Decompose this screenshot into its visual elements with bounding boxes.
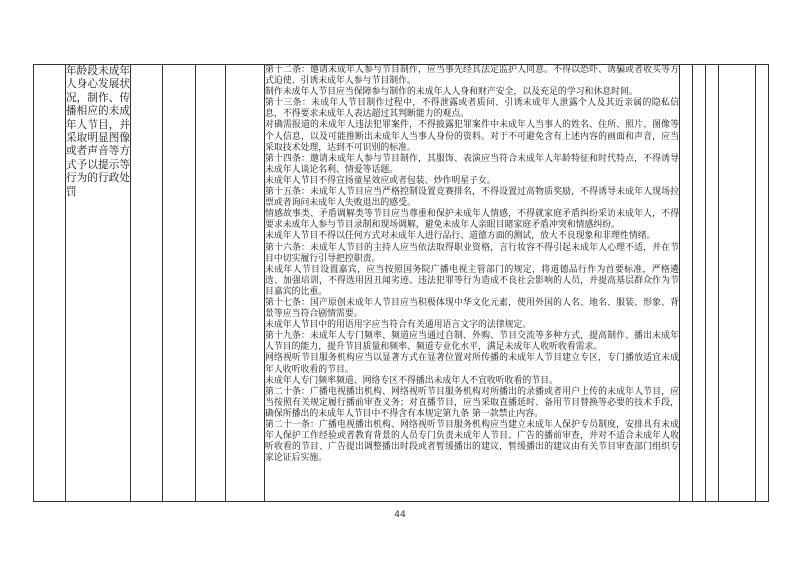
regulation-table (33, 64, 769, 502)
table-cell-empty-6 (226, 65, 265, 502)
table-cell-empty-5 (196, 65, 226, 502)
table-cell-empty-4 (163, 65, 196, 502)
table-cell-reason (66, 65, 131, 502)
penalty-reason-text: 年龄段未成年人身心发展状况，制作、传播相应的未成年人节目，并采取明显图像或者声音等方式予以提示等行为的行政处罚 (66, 65, 130, 198)
legal-paragraph: 情感故事类、矛盾调解类等节目应当尊重和保护未成年人情感，不得就家庭矛盾纠纷采访未成年人，不得要求未成年人参与节目录制和现场调解，避免未成年人亲眼目睹家庭矛盾冲突和情感纠纷。 (265, 209, 679, 231)
legal-paragraph: 网络视听节目服务机构应当以显著方式在显著位置对所传播的未成年人节目建立专区，专门播放适宜未成年人收听收看的节目。 (265, 353, 679, 375)
legal-paragraph: 未成年人专门频率频道、网络专区不得播出未成年人不宜收听收看的节目。 (265, 375, 558, 386)
legal-paragraph: 对确需报道的未成年人违法犯罪案件，不得披露犯罪案件中未成年人当事人的姓名、住所、照片、图像等个人信息，以及可能推断出未成年人当事人身份的资料。对于不可避免含有上述内容的画面和声音，应当采取技术处理，达到不可识别的标准。 (265, 120, 679, 153)
legal-paragraph: 第十二条：邀请未成年人参与节目制作，应当事先经其法定监护人同意。不得以恐吓、诱骗或者收买等方式迫使、引诱未成年人参与节目制作。 (265, 65, 679, 87)
legal-paragraph: 第十七条：国产原创未成年人节目应当积极体现中华文化元素，使用外国的人名、地名、服装、形象、背景等应当符合剧情需要。 (265, 297, 679, 320)
legal-paragraph: 第十九条：未成年人专门频率、频道应当通过自制、外购、节目交流等多种方式，提高制作、播出未成年人节目的能力，提升节目质量和频率、频道专业化水平，满足未成年人收听收看需求。 (265, 331, 679, 353)
table-cell-empty-10 (706, 65, 719, 502)
table-cell-empty-11 (719, 65, 756, 502)
table-cell-index (34, 65, 66, 502)
table-cell-empty-12 (756, 65, 769, 502)
legal-paragraph: 第十四条：邀请未成年人参与节目制作，其服饰、表演应当符合未成年人年龄特征和时代特点，不得诱导未成年人谈论名利、情爱等话题。 (265, 153, 679, 175)
legal-paragraph: 第十六条：未成年人节目的主持人应当依法取得职业资格，言行妆容不得引起未成年人心理不适，并在节目中切实履行引导把控职责。 (265, 242, 679, 264)
table-row (34, 65, 769, 502)
table-cell-legal-basis (265, 65, 680, 502)
legal-paragraph: 未成年人节目设置嘉宾，应当按照国务院广播电视主管部门的规定，将道德品行作为首要标准，严格遴选、加强培训，不得选用因丑闻劣迹、违法犯罪等行为造成不良社会影响的人员，并提高基层群众作为节目嘉宾的比重。 (265, 264, 679, 297)
legal-paragraph: 制作未成年人节目应当保障参与制作的未成年人人身和财产安全，以及充足的学习和休息时间。 (265, 87, 638, 98)
table-cell-empty-9 (693, 65, 706, 502)
legal-paragraph: 未成年人节目不得以任何方式对未成年人进行品行、道德方面的测试，放大不良现象和非理性情绪。 (265, 231, 656, 242)
page-number: 44 (394, 510, 406, 520)
legal-paragraph: 第二十一条：广播电视播出机构、网络视听节目服务机构应当建立未成年人保护专员制度，安排具有未成年人保护工作经验或者教育背景的人员专门负责未成年人节目、广告的播前审查，并对不适合未成年人收听收看的节目、广告提出调整播出时段或者暂缓播出的建议，暂缓播出的建议由有关节目审查部门组织专家论证后实施。 (265, 420, 679, 464)
legal-paragraph: 第十五条：未成年人节目应当严格控制设置竞赛排名，不得设置过高物质奖励，不得诱导未成年人现场拉票或者询问未成年人失败退出的感受。 (265, 187, 679, 209)
table-cell-empty-3 (131, 65, 163, 502)
legal-paragraph: 未成年人节目中的用语用字应当符合有关通用语言文字的法律规定。 (265, 320, 532, 331)
table-cell-empty-8 (680, 65, 693, 502)
legal-paragraph: 第十三条：未成年人节目制作过程中，不得泄露或者质问、引诱未成年人泄露个人及其近亲属的隐私信息，不得要求未成年人表达超过其判断能力的观点。 (265, 98, 679, 120)
legal-paragraph: 第二十条：广播电视播出机构、网络视听节目服务机构对所播出的录播或者用户上传的未成年人节目，应当按照有关规定履行播前审查义务；对直播节目，应当采取直播延时、备用节目替换等必要的技术手段，确保所播出的未成年人节目中不得含有本规定第九条 第一款禁止内容。 (265, 386, 679, 419)
legal-paragraph: 未成年人节目不得宣扬童星效应或者包装、炒作明星子女。 (265, 175, 496, 186)
